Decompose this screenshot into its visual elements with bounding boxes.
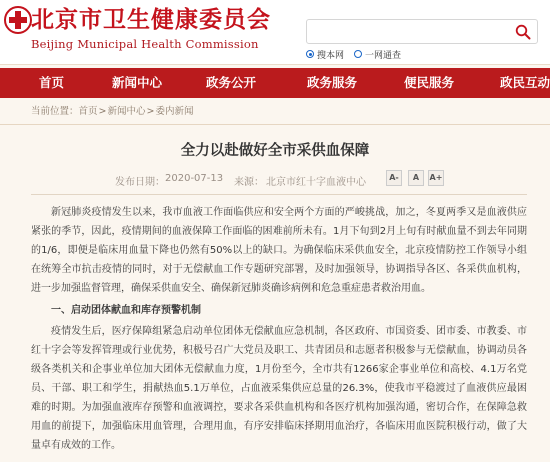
breadcrumb-separator: >: [146, 106, 155, 117]
breadcrumb-separator: >: [98, 106, 107, 117]
search-scope-site-label: 搜本网: [317, 50, 345, 61]
search-box: [306, 19, 538, 44]
site-header: [0, 0, 550, 65]
radio-checked-icon: [306, 50, 314, 58]
nav-item-news[interactable]: 新闻中心: [112, 75, 163, 90]
divider: [0, 124, 550, 125]
section-heading: 一、启动团体献血和库存预警机制: [51, 305, 201, 316]
breadcrumb-news-center[interactable]: 新闻中心: [107, 106, 146, 117]
article-meta: [0, 170, 550, 190]
search-input[interactable]: [311, 22, 495, 43]
nav-item-home[interactable]: 首页: [39, 75, 65, 90]
health-commission-emblem-icon: [3, 5, 33, 35]
search-button[interactable]: [512, 21, 534, 42]
font-decrease-button[interactable]: A-: [386, 170, 402, 186]
font-default-button[interactable]: A: [408, 170, 424, 186]
site-title: 北京市卫生健康委员会: [31, 7, 271, 33]
search-scope-all-label: 一网通查: [365, 50, 402, 61]
breadcrumb-internal-news[interactable]: 委内新闻: [155, 106, 194, 117]
article-paragraph: 疫情发生后，医疗保障组紧急启动单位团体无偿献血应急机制，各区政府、市国资委、团市委、市教委、市红十字会等发挥管理或行业优势，积极号召广大党员及职工、共青团员和志愿者积极参与无偿献血，协调动员各级各类机关和企事业单位加大团体无偿献血力度，1月份至今，全市共有1266家企事业单位和高校、4.1万名党员、干部、职工和学生，捐献热血5.1万单位，占血液采集供应总量的26.3%，使我市平稳渡过了血液供应最困难的时期。为加强血液库存预警和血液调控，要求各采供血机构和各医疗机构加强沟通，密切合作，在保障急救用血的前提下，加强临床用血管理，合理用血，有序安排临床择期用血治疗，各临床用血医院积极行动，做了大量卓有成效的工作。: [31, 326, 527, 451]
search-scope-site-radio[interactable]: [306, 48, 344, 61]
nav-item-public-service[interactable]: 便民服务: [404, 75, 455, 90]
source-label: 来源：: [234, 177, 264, 188]
search-scope-group: [306, 47, 411, 61]
nav-item-interaction[interactable]: 政民互动: [500, 75, 550, 90]
main-nav: [0, 68, 550, 98]
nav-item-gov-info[interactable]: 政务公开: [206, 75, 257, 90]
breadcrumb: [31, 104, 194, 120]
article-title: 全力以赴做好全市采供血保障: [180, 143, 370, 159]
article-body: [31, 203, 527, 455]
font-increase-button[interactable]: A+: [428, 170, 444, 186]
radio-unchecked-icon: [354, 50, 362, 58]
article-paragraph: 新冠肺炎疫情发生以来，我市血液工作面临供应和安全两个方面的严峻挑战，加之，冬夏两季又是血液供应紧张的季节，因此，疫情期间的血液保障工作面临的困难前所未有。1月下旬到2月上旬有时献血量不到去年同期的1/6，即便是临床用血量下降也仍然有50%以上的缺口。为确保临床采供血安全，北京疫情防控工作领导小组在统筹全市抗击疫情的同时，对于无偿献血工作专题研究部署，及时加强领导，协调指导各区、各采供血机构，进一步加强监督管理，确保采供血安全、确保新冠肺炎确诊病例和危急重症患者救治用血。: [31, 207, 527, 294]
search-scope-all-radio[interactable]: [354, 48, 401, 61]
breadcrumb-home[interactable]: 首页: [78, 106, 98, 117]
search-icon: [515, 24, 531, 40]
article-source: 北京市红十字血液中心: [266, 177, 366, 188]
breadcrumb-prefix: 当前位置：: [31, 106, 79, 117]
publish-date: 2020-07-13: [165, 173, 224, 184]
site-subtitle: Beijing Municipal Health Commission: [31, 37, 259, 51]
date-label: 发布日期：: [115, 177, 165, 188]
divider: [31, 194, 527, 195]
nav-item-gov-service[interactable]: 政务服务: [307, 75, 358, 90]
